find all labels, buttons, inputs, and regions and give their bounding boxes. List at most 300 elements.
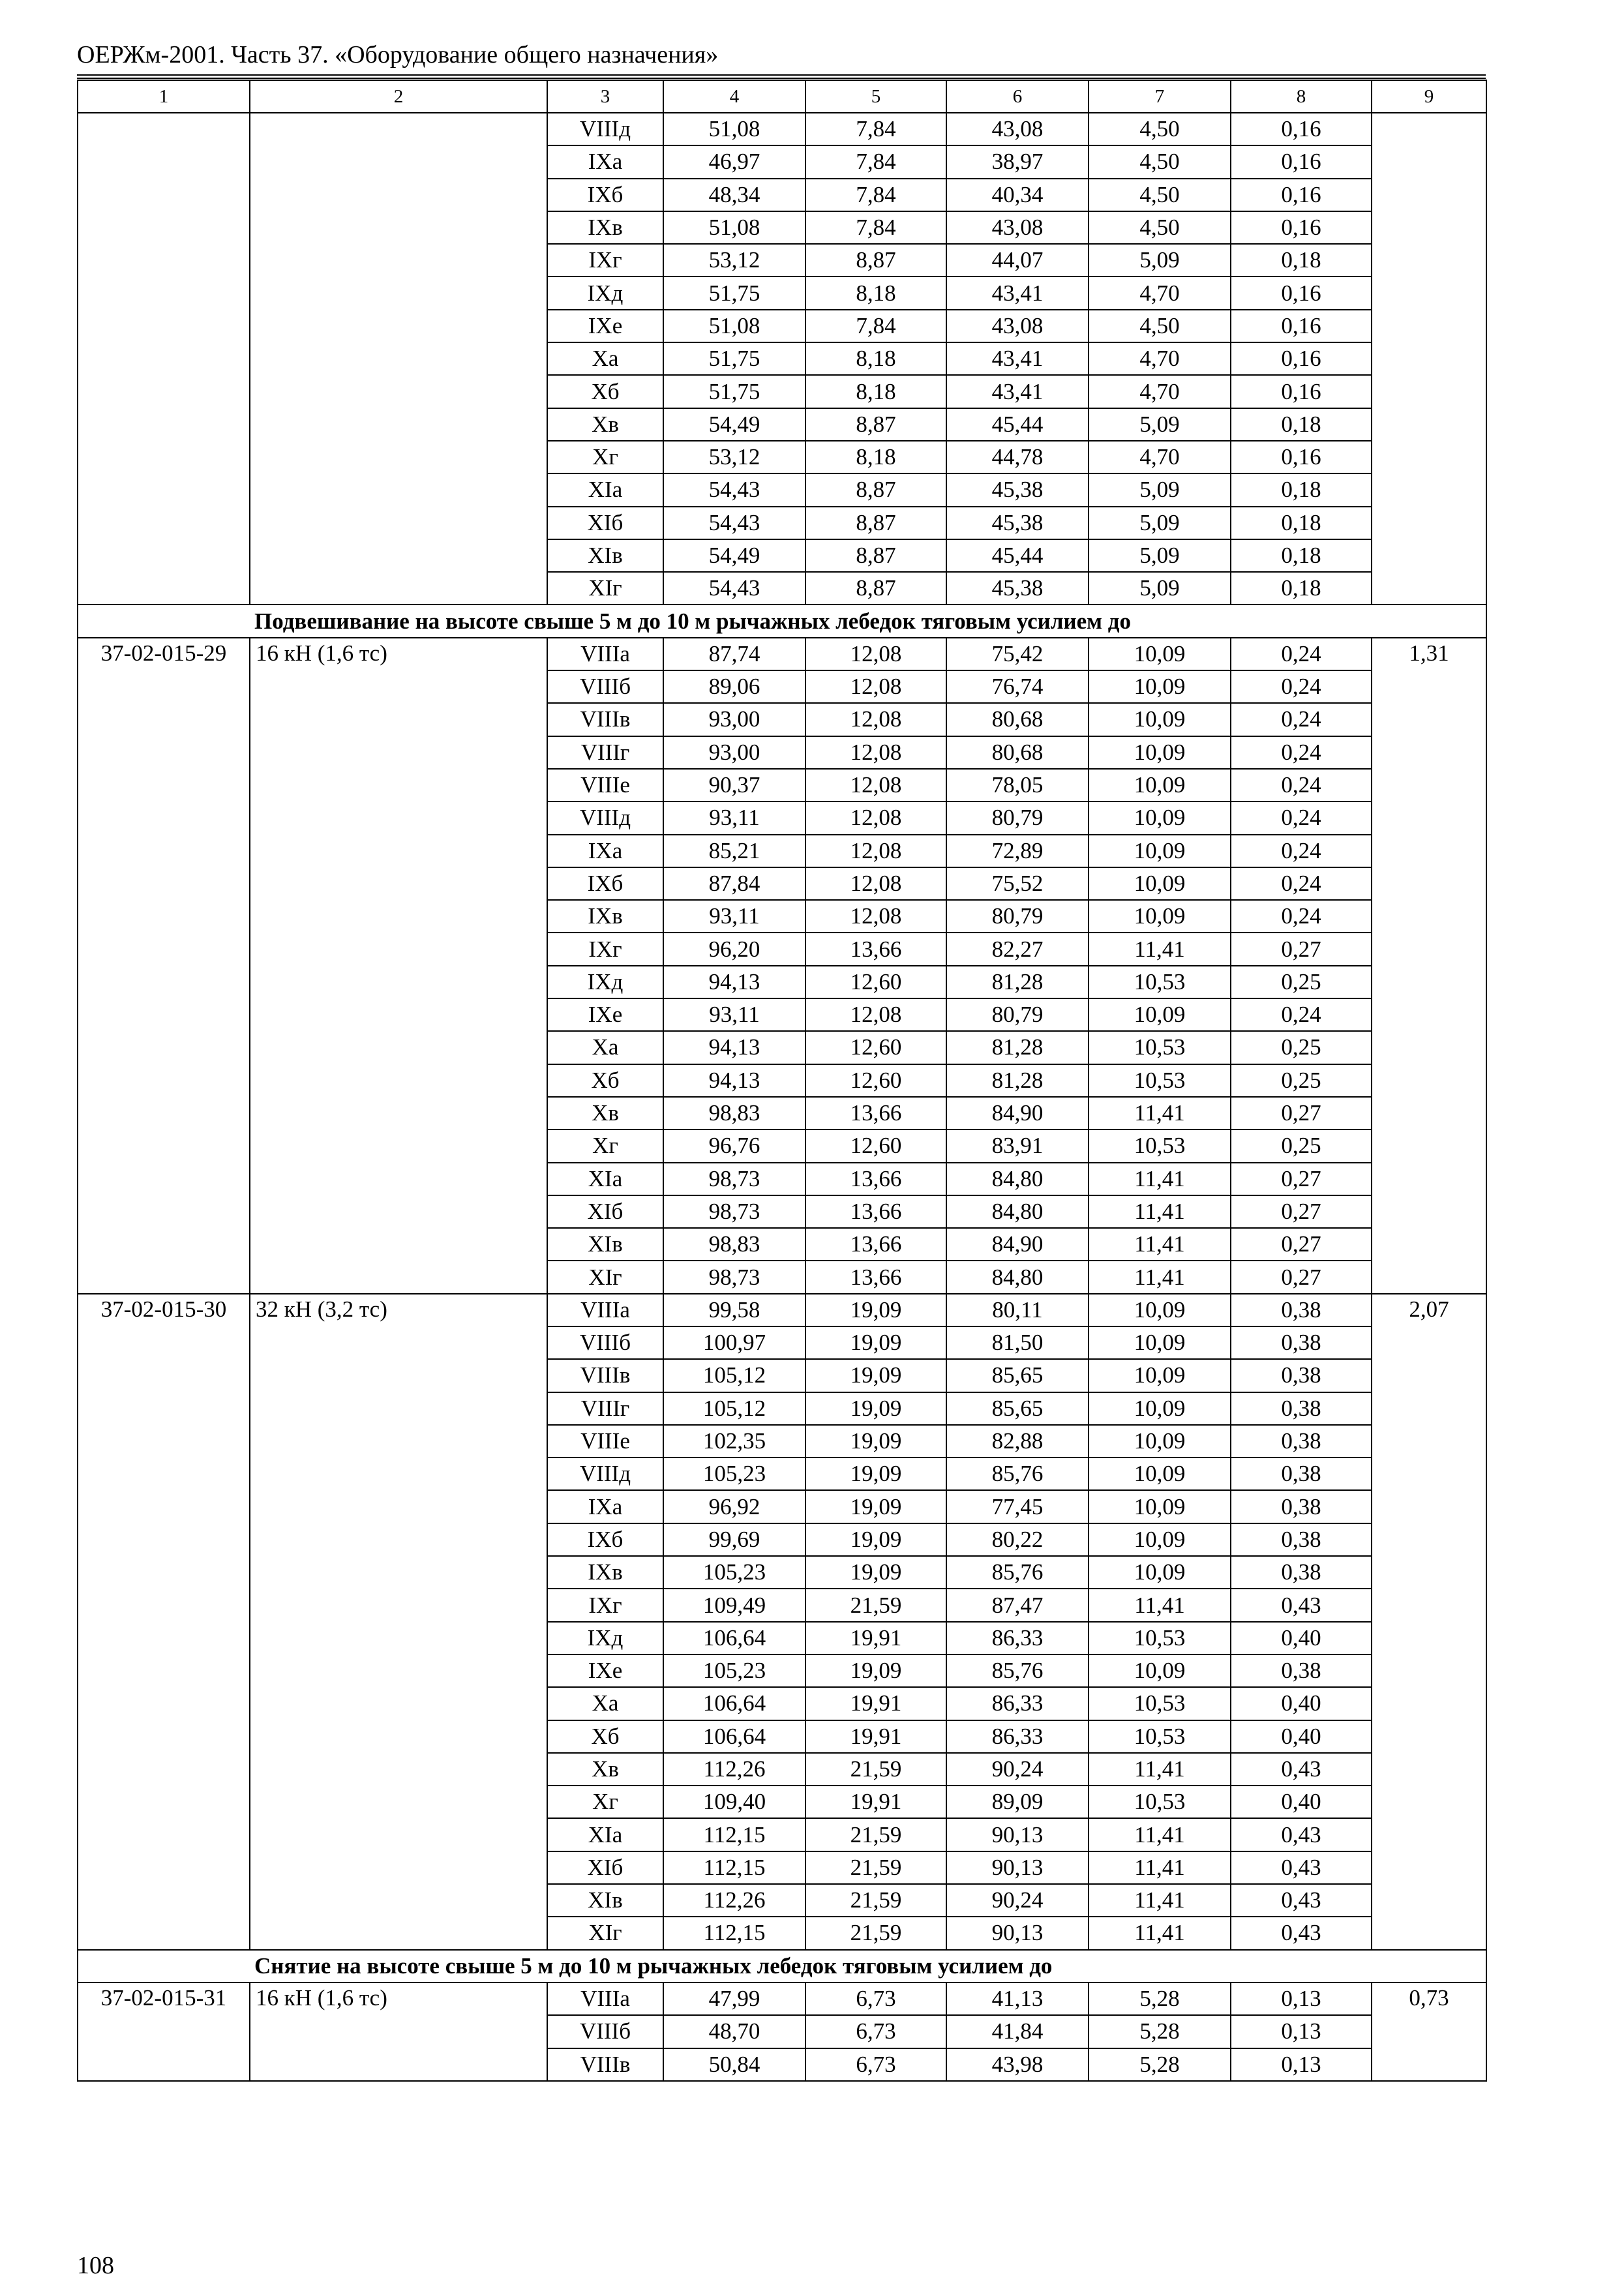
material-cost-cell: 0,24 xyxy=(1231,736,1372,769)
total-cost-cell: 106,64 xyxy=(663,1687,805,1720)
labor-cost-cell: 12,08 xyxy=(805,670,946,703)
machine-cost-cell: 81,50 xyxy=(946,1326,1089,1359)
labor-cost-cell: 13,66 xyxy=(805,1228,946,1261)
machine-cost-cell: 80,79 xyxy=(946,900,1089,933)
material-cost-cell: 0,27 xyxy=(1231,1163,1372,1195)
territory-zone-cell: IXд xyxy=(547,966,663,998)
labor-cost-cell: 21,59 xyxy=(805,1917,946,1949)
labor-cost-cell: 19,91 xyxy=(805,1687,946,1720)
material-cost-cell: 0,38 xyxy=(1231,1425,1372,1458)
machine-cost-cell: 44,78 xyxy=(946,441,1089,473)
operator-wage-cell: 10,09 xyxy=(1089,769,1231,801)
total-cost-cell: 96,20 xyxy=(663,933,805,965)
territory-zone-cell: IXб xyxy=(547,179,663,211)
machine-cost-cell: 80,68 xyxy=(946,736,1089,769)
operator-wage-cell: 10,09 xyxy=(1089,801,1231,834)
territory-zone-cell: IXа xyxy=(547,835,663,867)
territory-zone-cell: XIа xyxy=(547,1818,663,1851)
territory-zone-cell: VIIIд xyxy=(547,1458,663,1490)
labor-cost-cell: 7,84 xyxy=(805,179,946,211)
machine-cost-cell: 86,33 xyxy=(946,1720,1089,1753)
territory-zone-cell: IXе xyxy=(547,1654,663,1687)
machine-cost-cell: 45,44 xyxy=(946,408,1089,441)
total-cost-cell: 106,64 xyxy=(663,1720,805,1753)
material-cost-cell: 0,40 xyxy=(1231,1687,1372,1720)
total-cost-cell: 53,12 xyxy=(663,244,805,277)
material-cost-cell: 0,24 xyxy=(1231,835,1372,867)
territory-zone-cell: Xб xyxy=(547,1064,663,1097)
operator-wage-cell: 10,09 xyxy=(1089,1392,1231,1425)
territory-zone-cell: VIIIв xyxy=(547,703,663,736)
total-cost-cell: 112,26 xyxy=(663,1884,805,1917)
labor-cost-cell: 6,73 xyxy=(805,2015,946,2048)
material-cost-cell: 0,24 xyxy=(1231,867,1372,900)
total-cost-cell: 94,13 xyxy=(663,966,805,998)
labor-cost-cell: 19,09 xyxy=(805,1654,946,1687)
machine-cost-cell: 75,42 xyxy=(946,638,1089,670)
operator-wage-cell: 10,53 xyxy=(1089,1064,1231,1097)
machine-cost-cell: 81,28 xyxy=(946,1031,1089,1064)
material-cost-cell: 0,43 xyxy=(1231,1589,1372,1621)
labor-cost-cell: 19,09 xyxy=(805,1425,946,1458)
territory-zone-cell: VIIIе xyxy=(547,769,663,801)
labor-cost-cell: 12,60 xyxy=(805,1064,946,1097)
territory-zone-cell: XIб xyxy=(547,1851,663,1884)
territory-zone-cell: Xг xyxy=(547,1786,663,1818)
total-cost-cell: 106,64 xyxy=(663,1622,805,1654)
table-row xyxy=(78,1982,1486,2015)
total-cost-cell: 96,92 xyxy=(663,1490,805,1523)
material-cost-cell: 0,16 xyxy=(1231,277,1372,309)
operator-wage-cell: 10,09 xyxy=(1089,703,1231,736)
machine-cost-cell: 43,08 xyxy=(946,113,1089,145)
territory-zone-cell: VIIIа xyxy=(547,1982,663,2015)
total-cost-cell: 109,49 xyxy=(663,1589,805,1621)
labor-cost-cell: 19,09 xyxy=(805,1359,946,1392)
territory-zone-cell: VIIIб xyxy=(547,670,663,703)
material-cost-cell: 0,27 xyxy=(1231,1228,1372,1261)
total-cost-cell: 93,00 xyxy=(663,703,805,736)
operator-wage-cell: 10,53 xyxy=(1089,1786,1231,1818)
labor-cost-cell: 8,87 xyxy=(805,473,946,506)
machine-cost-cell: 85,76 xyxy=(946,1654,1089,1687)
territory-zone-cell: IXа xyxy=(547,1490,663,1523)
territory-zone-cell: IXб xyxy=(547,1523,663,1556)
column-number: 8 xyxy=(1231,80,1372,113)
operator-wage-cell: 11,41 xyxy=(1089,1884,1231,1917)
total-cost-cell: 94,13 xyxy=(663,1064,805,1097)
territory-zone-cell: XIв xyxy=(547,1884,663,1917)
machine-cost-cell: 84,90 xyxy=(946,1228,1089,1261)
norms-table xyxy=(77,80,1487,2082)
machine-cost-cell: 90,24 xyxy=(946,1753,1089,1786)
operator-wage-cell: 11,41 xyxy=(1089,1195,1231,1228)
operator-wage-cell: 10,53 xyxy=(1089,1031,1231,1064)
operator-wage-cell: 11,41 xyxy=(1089,933,1231,965)
material-cost-cell: 0,24 xyxy=(1231,670,1372,703)
territory-zone-cell: IXе xyxy=(547,998,663,1031)
coefficient-cell xyxy=(1372,113,1486,605)
territory-zone-cell: VIIIа xyxy=(547,638,663,670)
operator-wage-cell: 5,28 xyxy=(1089,2048,1231,2081)
material-cost-cell: 0,16 xyxy=(1231,211,1372,244)
labor-cost-cell: 19,09 xyxy=(805,1523,946,1556)
total-cost-cell: 98,73 xyxy=(663,1163,805,1195)
labor-cost-cell: 19,09 xyxy=(805,1326,946,1359)
territory-zone-cell: Xг xyxy=(547,441,663,473)
operator-wage-cell: 10,09 xyxy=(1089,670,1231,703)
territory-zone-cell: Xв xyxy=(547,1097,663,1130)
total-cost-cell: 47,99 xyxy=(663,1982,805,2015)
total-cost-cell: 46,97 xyxy=(663,145,805,178)
operator-wage-cell: 10,53 xyxy=(1089,1720,1231,1753)
operator-wage-cell: 10,09 xyxy=(1089,1490,1231,1523)
labor-cost-cell: 12,60 xyxy=(805,1130,946,1162)
machine-cost-cell: 44,07 xyxy=(946,244,1089,277)
total-cost-cell: 99,58 xyxy=(663,1294,805,1326)
machine-cost-cell: 84,90 xyxy=(946,1097,1089,1130)
material-cost-cell: 0,16 xyxy=(1231,179,1372,211)
operator-wage-cell: 4,50 xyxy=(1089,113,1231,145)
machine-cost-cell: 80,11 xyxy=(946,1294,1089,1326)
operator-wage-cell: 10,53 xyxy=(1089,1130,1231,1162)
territory-zone-cell: XIа xyxy=(547,1163,663,1195)
total-cost-cell: 87,74 xyxy=(663,638,805,670)
column-number: 5 xyxy=(805,80,946,113)
machine-cost-cell: 84,80 xyxy=(946,1195,1089,1228)
machine-cost-cell: 82,27 xyxy=(946,933,1089,965)
total-cost-cell: 51,75 xyxy=(663,375,805,408)
machine-cost-cell: 45,44 xyxy=(946,539,1089,572)
labor-cost-cell: 8,87 xyxy=(805,244,946,277)
machine-cost-cell: 84,80 xyxy=(946,1163,1089,1195)
operator-wage-cell: 11,41 xyxy=(1089,1589,1231,1621)
operator-wage-cell: 10,09 xyxy=(1089,638,1231,670)
labor-cost-cell: 8,18 xyxy=(805,375,946,408)
material-cost-cell: 0,18 xyxy=(1231,572,1372,605)
territory-zone-cell: XIб xyxy=(547,1195,663,1228)
total-cost-cell: 89,06 xyxy=(663,670,805,703)
territory-zone-cell: XIг xyxy=(547,1261,663,1293)
total-cost-cell: 90,37 xyxy=(663,769,805,801)
territory-zone-cell: IXа xyxy=(547,145,663,178)
machine-cost-cell: 43,41 xyxy=(946,342,1089,375)
labor-cost-cell: 7,84 xyxy=(805,211,946,244)
column-number: 6 xyxy=(946,80,1089,113)
material-cost-cell: 0,38 xyxy=(1231,1523,1372,1556)
operator-wage-cell: 11,41 xyxy=(1089,1818,1231,1851)
operator-wage-cell: 10,53 xyxy=(1089,1622,1231,1654)
operator-wage-cell: 4,50 xyxy=(1089,179,1231,211)
total-cost-cell: 100,97 xyxy=(663,1326,805,1359)
labor-cost-cell: 8,87 xyxy=(805,572,946,605)
coefficient-cell: 0,73 xyxy=(1372,1982,1486,2081)
machine-cost-cell: 90,13 xyxy=(946,1851,1089,1884)
material-cost-cell: 0,38 xyxy=(1231,1654,1372,1687)
total-cost-cell: 112,15 xyxy=(663,1818,805,1851)
table-body xyxy=(78,80,1486,2081)
machine-cost-cell: 85,65 xyxy=(946,1359,1089,1392)
operator-wage-cell: 10,09 xyxy=(1089,1359,1231,1392)
material-cost-cell: 0,24 xyxy=(1231,900,1372,933)
machine-cost-cell: 45,38 xyxy=(946,473,1089,506)
territory-zone-cell: VIIIб xyxy=(547,2015,663,2048)
total-cost-cell: 54,49 xyxy=(663,408,805,441)
operator-wage-cell: 10,09 xyxy=(1089,1523,1231,1556)
labor-cost-cell: 8,18 xyxy=(805,342,946,375)
labor-cost-cell: 12,08 xyxy=(805,638,946,670)
labor-cost-cell: 13,66 xyxy=(805,1261,946,1293)
operator-wage-cell: 5,28 xyxy=(1089,1982,1231,2015)
machine-cost-cell: 81,28 xyxy=(946,1064,1089,1097)
labor-cost-cell: 8,87 xyxy=(805,408,946,441)
operator-wage-cell: 10,09 xyxy=(1089,736,1231,769)
header-rule-top xyxy=(77,74,1486,76)
total-cost-cell: 98,73 xyxy=(663,1261,805,1293)
labor-cost-cell: 12,60 xyxy=(805,1031,946,1064)
column-number: 4 xyxy=(663,80,805,113)
page-number: 108 xyxy=(77,2252,114,2279)
section-heading: Подвешивание на высоте свыше 5 м до 10 м рычажных лебедок тяговым усилием до xyxy=(78,605,1486,637)
material-cost-cell: 0,25 xyxy=(1231,1064,1372,1097)
operator-wage-cell: 4,50 xyxy=(1089,211,1231,244)
labor-cost-cell: 12,60 xyxy=(805,966,946,998)
operator-wage-cell: 10,09 xyxy=(1089,867,1231,900)
total-cost-cell: 85,21 xyxy=(663,835,805,867)
labor-cost-cell: 21,59 xyxy=(805,1753,946,1786)
material-cost-cell: 0,16 xyxy=(1231,342,1372,375)
labor-cost-cell: 12,08 xyxy=(805,703,946,736)
operator-wage-cell: 10,09 xyxy=(1089,1458,1231,1490)
labor-cost-cell: 8,18 xyxy=(805,277,946,309)
material-cost-cell: 0,16 xyxy=(1231,375,1372,408)
operator-wage-cell: 4,50 xyxy=(1089,145,1231,178)
operator-wage-cell: 10,09 xyxy=(1089,1326,1231,1359)
material-cost-cell: 0,43 xyxy=(1231,1753,1372,1786)
operator-wage-cell: 10,09 xyxy=(1089,1654,1231,1687)
territory-zone-cell: IXд xyxy=(547,1622,663,1654)
operator-wage-cell: 10,09 xyxy=(1089,900,1231,933)
material-cost-cell: 0,13 xyxy=(1231,2015,1372,2048)
total-cost-cell: 98,83 xyxy=(663,1097,805,1130)
territory-zone-cell: IXг xyxy=(547,1589,663,1621)
labor-cost-cell: 7,84 xyxy=(805,145,946,178)
material-cost-cell: 0,16 xyxy=(1231,113,1372,145)
territory-zone-cell: Xг xyxy=(547,1130,663,1162)
machine-cost-cell: 77,45 xyxy=(946,1490,1089,1523)
total-cost-cell: 105,23 xyxy=(663,1654,805,1687)
material-cost-cell: 0,18 xyxy=(1231,408,1372,441)
material-cost-cell: 0,40 xyxy=(1231,1622,1372,1654)
total-cost-cell: 112,15 xyxy=(663,1851,805,1884)
total-cost-cell: 105,12 xyxy=(663,1359,805,1392)
machine-cost-cell: 45,38 xyxy=(946,507,1089,539)
total-cost-cell: 99,69 xyxy=(663,1523,805,1556)
material-cost-cell: 0,43 xyxy=(1231,1917,1372,1949)
total-cost-cell: 98,73 xyxy=(663,1195,805,1228)
total-cost-cell: 112,15 xyxy=(663,1917,805,1949)
territory-zone-cell: VIIIд xyxy=(547,113,663,145)
territory-zone-cell: XIг xyxy=(547,1917,663,1949)
operator-wage-cell: 10,53 xyxy=(1089,1687,1231,1720)
norm-description-cell: 16 кН (1,6 тс) xyxy=(250,1982,547,2081)
material-cost-cell: 0,38 xyxy=(1231,1556,1372,1589)
territory-zone-cell: XIа xyxy=(547,473,663,506)
total-cost-cell: 93,11 xyxy=(663,998,805,1031)
total-cost-cell: 105,12 xyxy=(663,1392,805,1425)
labor-cost-cell: 19,09 xyxy=(805,1294,946,1326)
labor-cost-cell: 12,08 xyxy=(805,998,946,1031)
operator-wage-cell: 10,53 xyxy=(1089,966,1231,998)
total-cost-cell: 93,11 xyxy=(663,900,805,933)
territory-zone-cell: XIв xyxy=(547,539,663,572)
total-cost-cell: 98,83 xyxy=(663,1228,805,1261)
labor-cost-cell: 21,59 xyxy=(805,1884,946,1917)
labor-cost-cell: 6,73 xyxy=(805,1982,946,2015)
operator-wage-cell: 5,09 xyxy=(1089,539,1231,572)
territory-zone-cell: IXб xyxy=(547,867,663,900)
territory-zone-cell: VIIIг xyxy=(547,1392,663,1425)
territory-zone-cell: IXг xyxy=(547,933,663,965)
labor-cost-cell: 7,84 xyxy=(805,310,946,342)
material-cost-cell: 0,38 xyxy=(1231,1490,1372,1523)
column-number: 1 xyxy=(78,80,250,113)
machine-cost-cell: 43,41 xyxy=(946,277,1089,309)
territory-zone-cell: VIIIв xyxy=(547,1359,663,1392)
labor-cost-cell: 19,09 xyxy=(805,1458,946,1490)
operator-wage-cell: 11,41 xyxy=(1089,1163,1231,1195)
total-cost-cell: 53,12 xyxy=(663,441,805,473)
material-cost-cell: 0,18 xyxy=(1231,507,1372,539)
operator-wage-cell: 11,41 xyxy=(1089,1261,1231,1293)
labor-cost-cell: 7,84 xyxy=(805,113,946,145)
machine-cost-cell: 78,05 xyxy=(946,769,1089,801)
total-cost-cell: 51,75 xyxy=(663,342,805,375)
labor-cost-cell: 12,08 xyxy=(805,769,946,801)
territory-zone-cell: XIб xyxy=(547,507,663,539)
operator-wage-cell: 10,09 xyxy=(1089,835,1231,867)
material-cost-cell: 0,38 xyxy=(1231,1359,1372,1392)
total-cost-cell: 48,70 xyxy=(663,2015,805,2048)
territory-zone-cell: IXв xyxy=(547,1556,663,1589)
norm-description-cell: 16 кН (1,6 тс) xyxy=(250,638,547,1294)
material-cost-cell: 0,13 xyxy=(1231,2048,1372,2081)
machine-cost-cell: 90,24 xyxy=(946,1884,1089,1917)
territory-zone-cell: Xв xyxy=(547,408,663,441)
operator-wage-cell: 4,70 xyxy=(1089,375,1231,408)
norm-code-cell: 37-02-015-30 xyxy=(78,1294,250,1950)
machine-cost-cell: 43,08 xyxy=(946,211,1089,244)
material-cost-cell: 0,24 xyxy=(1231,703,1372,736)
material-cost-cell: 0,43 xyxy=(1231,1884,1372,1917)
operator-wage-cell: 4,70 xyxy=(1089,277,1231,309)
norm-code-cell xyxy=(78,113,250,605)
territory-zone-cell: VIIIд xyxy=(547,801,663,834)
material-cost-cell: 0,38 xyxy=(1231,1458,1372,1490)
document-header-title: ОЕРЖм-2001. Часть 37. «Оборудование общего назначения» xyxy=(77,41,719,68)
total-cost-cell: 48,34 xyxy=(663,179,805,211)
material-cost-cell: 0,27 xyxy=(1231,1097,1372,1130)
norm-description-cell xyxy=(250,113,547,605)
column-number: 2 xyxy=(250,80,547,113)
material-cost-cell: 0,24 xyxy=(1231,998,1372,1031)
territory-zone-cell: VIIIе xyxy=(547,1425,663,1458)
total-cost-cell: 109,40 xyxy=(663,1786,805,1818)
labor-cost-cell: 12,08 xyxy=(805,835,946,867)
total-cost-cell: 93,00 xyxy=(663,736,805,769)
coefficient-cell: 2,07 xyxy=(1372,1294,1486,1950)
material-cost-cell: 0,16 xyxy=(1231,145,1372,178)
territory-zone-cell: IXв xyxy=(547,900,663,933)
machine-cost-cell: 83,91 xyxy=(946,1130,1089,1162)
total-cost-cell: 51,08 xyxy=(663,310,805,342)
section-heading-row xyxy=(78,605,1486,637)
norm-code-cell: 37-02-015-31 xyxy=(78,1982,250,2081)
operator-wage-cell: 4,70 xyxy=(1089,441,1231,473)
column-number: 9 xyxy=(1372,80,1486,113)
table-row xyxy=(78,1294,1486,1326)
labor-cost-cell: 19,09 xyxy=(805,1490,946,1523)
machine-cost-cell: 38,97 xyxy=(946,145,1089,178)
machine-cost-cell: 43,41 xyxy=(946,375,1089,408)
machine-cost-cell: 89,09 xyxy=(946,1786,1089,1818)
material-cost-cell: 0,24 xyxy=(1231,769,1372,801)
labor-cost-cell: 13,66 xyxy=(805,1097,946,1130)
material-cost-cell: 0,18 xyxy=(1231,473,1372,506)
labor-cost-cell: 13,66 xyxy=(805,1163,946,1195)
material-cost-cell: 0,40 xyxy=(1231,1720,1372,1753)
material-cost-cell: 0,40 xyxy=(1231,1786,1372,1818)
machine-cost-cell: 90,13 xyxy=(946,1917,1089,1949)
total-cost-cell: 112,26 xyxy=(663,1753,805,1786)
labor-cost-cell: 19,91 xyxy=(805,1786,946,1818)
operator-wage-cell: 4,50 xyxy=(1089,310,1231,342)
machine-cost-cell: 80,68 xyxy=(946,703,1089,736)
operator-wage-cell: 5,09 xyxy=(1089,244,1231,277)
machine-cost-cell: 81,28 xyxy=(946,966,1089,998)
labor-cost-cell: 6,73 xyxy=(805,2048,946,2081)
material-cost-cell: 0,43 xyxy=(1231,1818,1372,1851)
operator-wage-cell: 11,41 xyxy=(1089,1917,1231,1949)
column-number-row xyxy=(78,80,1486,113)
labor-cost-cell: 19,91 xyxy=(805,1720,946,1753)
total-cost-cell: 54,43 xyxy=(663,473,805,506)
material-cost-cell: 0,27 xyxy=(1231,1261,1372,1293)
labor-cost-cell: 21,59 xyxy=(805,1818,946,1851)
territory-zone-cell: XIв xyxy=(547,1228,663,1261)
operator-wage-cell: 11,41 xyxy=(1089,1851,1231,1884)
operator-wage-cell: 5,09 xyxy=(1089,507,1231,539)
material-cost-cell: 0,18 xyxy=(1231,539,1372,572)
operator-wage-cell: 11,41 xyxy=(1089,1753,1231,1786)
total-cost-cell: 105,23 xyxy=(663,1556,805,1589)
territory-zone-cell: IXв xyxy=(547,211,663,244)
material-cost-cell: 0,38 xyxy=(1231,1294,1372,1326)
material-cost-cell: 0,25 xyxy=(1231,1031,1372,1064)
material-cost-cell: 0,27 xyxy=(1231,1195,1372,1228)
machine-cost-cell: 80,79 xyxy=(946,998,1089,1031)
operator-wage-cell: 10,09 xyxy=(1089,1425,1231,1458)
machine-cost-cell: 87,47 xyxy=(946,1589,1089,1621)
labor-cost-cell: 13,66 xyxy=(805,1195,946,1228)
machine-cost-cell: 43,98 xyxy=(946,2048,1089,2081)
total-cost-cell: 105,23 xyxy=(663,1458,805,1490)
material-cost-cell: 0,18 xyxy=(1231,244,1372,277)
material-cost-cell: 0,16 xyxy=(1231,441,1372,473)
total-cost-cell: 51,08 xyxy=(663,211,805,244)
labor-cost-cell: 12,08 xyxy=(805,801,946,834)
machine-cost-cell: 80,22 xyxy=(946,1523,1089,1556)
